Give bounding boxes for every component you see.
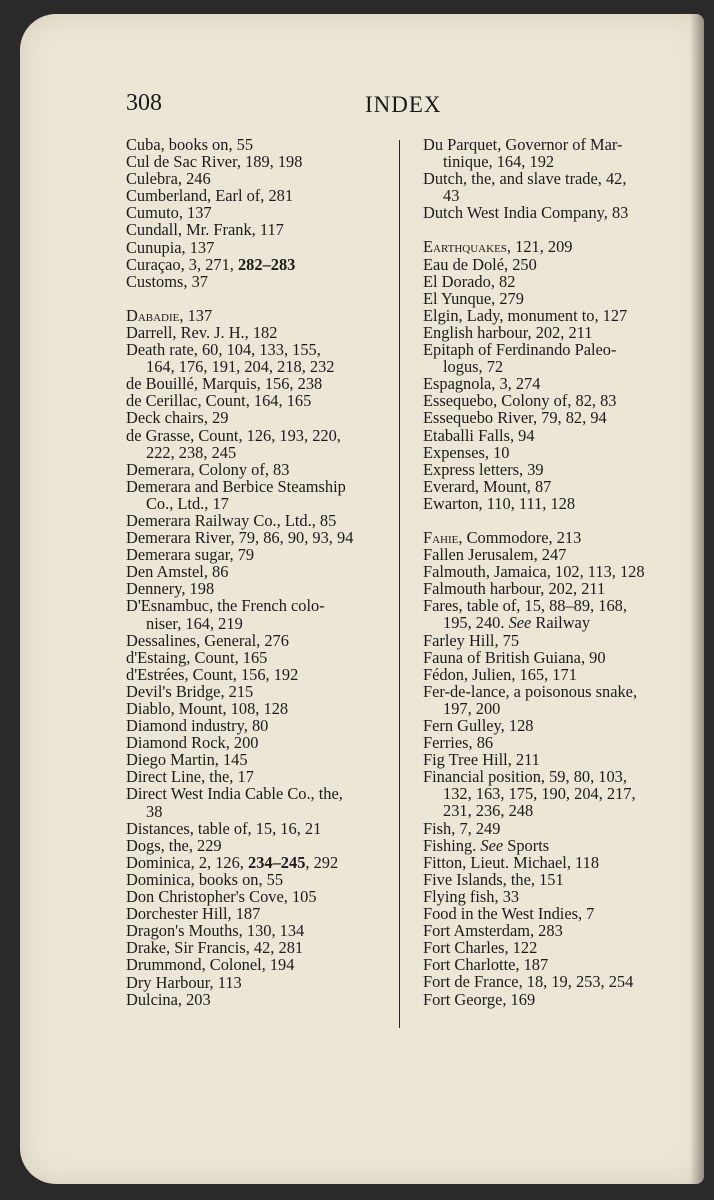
entry-line: Cuba, books on, 55 [126,135,254,154]
entry-line: Falmouth harbour, 202, 211 [423,579,606,599]
index-entry [126,427,396,461]
entry-line: Financial position, 59, 80, 103, [423,767,627,787]
entry-line: Elgin, Lady, monument to, 127 [423,305,628,325]
index-entry [126,649,396,666]
entry-line: Fishing. See Sports [423,835,550,855]
index-entry [423,871,698,888]
page-title: INDEX [365,92,442,117]
index-entry [126,785,396,819]
entry-line: Customs, 37 [126,271,208,291]
index-entry [423,837,698,854]
index-entry [126,375,396,392]
entry-line: Earthquakes, 121, 209 [423,237,573,257]
index-entry [126,597,396,631]
index-entry [423,751,698,768]
entry-line: de Grasse, Count, 126, 193, 220, [126,425,341,445]
entry-line: Dulcina, 203 [126,989,211,1009]
index-entry [423,478,698,495]
see-reference: See [508,613,532,633]
entry-line: Diablo, Mount, 108, 128 [126,699,289,718]
index-entry [423,991,698,1008]
index-entry [126,632,396,649]
entry-line: Du Parquet, Governor of Mar- [423,135,623,154]
section-gap [423,512,698,529]
index-entry [423,307,698,324]
entry-line: Essequebo, Colony of, 82, 83 [423,391,617,411]
index-entry [423,820,698,837]
page-number: 308 [126,90,162,116]
entry-line: Cumuto, 137 [126,203,212,223]
index-entry [126,991,396,1008]
index-entry [126,888,396,905]
entry-line: Distances, table of, 15, 16, 21 [126,818,322,838]
index-entry [126,666,396,683]
index-entry [423,136,698,170]
entry-line: Fern Gulley, 128 [423,716,534,735]
entry-line: de Cerillac, Count, 164, 165 [126,391,312,411]
index-entry [126,392,396,409]
principal-pages: 234–245 [248,852,306,872]
index-entry [423,170,698,204]
entry-line-continued: 43 [443,186,460,206]
entry-line: Ewarton, 110, 111, 128 [423,493,576,513]
entry-line: Curaçao, 3, 271, 282–283 [126,254,296,274]
index-entry [423,461,698,478]
index-entry [423,546,698,563]
entry-line: Fer-de-lance, a poisonous snake, [423,681,638,701]
entry-line: Fort Charlotte, 187 [423,955,549,975]
entry-line: Darrell, Rev. J. H., 182 [126,322,278,342]
index-entry [423,273,698,290]
entry-line: Fig Tree Hill, 211 [423,750,540,770]
index-entry [126,854,396,871]
entry-line: Direct Line, the, 17 [126,767,254,787]
entry-line: Expenses, 10 [423,442,510,462]
entry-line: Diamond industry, 80 [126,716,269,736]
index-entry [126,461,396,478]
index-entry [423,324,698,341]
index-entry [423,563,698,580]
index-entry [126,529,396,546]
entry-line: Dutch West India Company, 83 [423,203,629,223]
index-entry [423,905,698,922]
entry-line: Dogs, the, 229 [126,835,222,855]
entry-line: Devil's Bridge, 215 [126,681,254,701]
index-column-right [423,136,698,1008]
index-entry [423,597,698,631]
index-entry [423,529,698,546]
index-entry [126,153,396,170]
index-entry [423,888,698,905]
entry-line: Express letters, 39 [423,459,544,479]
index-entry [423,717,698,734]
entry-line: Essequebo River, 79, 82, 94 [423,408,607,428]
entry-line: Demerara and Berbice Steamship [126,476,346,496]
index-entry [126,751,396,768]
index-entry [126,273,396,290]
index-entry [423,922,698,939]
entry-line: Cul de Sac River, 189, 198 [126,152,303,172]
index-entry [126,341,396,375]
entry-line: El Dorado, 82 [423,271,516,291]
entry-line: Fédon, Julien, 165, 171 [423,664,577,684]
entry-line: Dominica, 2, 126, 234–245, 292 [126,852,339,872]
entry-line-continued: 222, 238, 245 [146,442,237,462]
entry-line: Etaballi Falls, 94 [423,425,535,445]
entry-line: Fahie, Commodore, 213 [423,527,582,547]
entry-line: Drake, Sir Francis, 42, 281 [126,938,304,958]
index-entry [423,341,698,375]
index-entry [423,392,698,409]
index-entry [423,495,698,512]
index-entry [423,427,698,444]
index-entry [126,170,396,187]
index-entry [423,580,698,597]
entry-line: Epitaph of Ferdinando Paleo- [423,340,617,360]
index-entry [423,666,698,683]
entry-line: d'Estaing, Count, 165 [126,647,268,667]
entry-line: Dry Harbour, 113 [126,972,242,992]
entry-line-continued: Co., Ltd., 17 [146,493,229,513]
entry-line: Fort Charles, 122 [423,938,538,958]
entry-line: Den Amstel, 86 [126,562,229,582]
section-gap [126,290,396,307]
entry-line: Deck chairs, 29 [126,408,229,428]
index-entry [126,820,396,837]
index-entry [126,409,396,426]
entry-line: Cumberland, Earl of, 281 [126,186,294,206]
entry-line-continued: tinique, 164, 192 [443,152,555,172]
entry-line: Dutch, the, and slave trade, 42, [423,169,627,189]
index-entry [423,939,698,956]
entry-line: Direct West India Cable Co., the, [126,784,343,804]
entry-line: Fares, table of, 15, 88–89, 168, [423,596,627,616]
section-head-word: Dabadie [126,305,180,325]
index-entry [126,580,396,597]
entry-line: Diamond Rock, 200 [126,733,259,753]
entry-line: Fort Amsterdam, 283 [423,921,563,941]
entry-line: Espagnola, 3, 274 [423,374,541,394]
index-entry [126,256,396,273]
book-page [20,14,704,1184]
entry-line: Cunupia, 137 [126,237,215,257]
index-entry [126,563,396,580]
entry-line: Dominica, books on, 55 [126,869,284,889]
index-entry [423,444,698,461]
section-gap [423,221,698,238]
index-entry [423,204,698,221]
principal-pages: 282–283 [237,254,296,274]
entry-line: Food in the West Indies, 7 [423,904,595,924]
index-entry [126,136,396,153]
index-entry [126,974,396,991]
index-entry [126,512,396,529]
index-entry [423,973,698,990]
entry-line: Fort de France, 18, 19, 253, 254 [423,972,634,992]
index-entry [126,221,396,238]
entry-line-continued: niser, 164, 219 [146,613,243,633]
entry-line: Farley Hill, 75 [423,630,520,650]
entry-line: Fish, 7, 249 [423,818,501,838]
index-entry [126,239,396,256]
index-entry [423,632,698,649]
index-entry [126,717,396,734]
index-entry [126,324,396,341]
index-entry [126,768,396,785]
entry-line: Ferries, 86 [423,733,494,753]
index-entry [126,956,396,973]
entry-line: Falmouth, Jamaica, 102, 113, 128 [423,562,645,582]
entry-line: Dorchester Hill, 187 [126,904,261,924]
entry-line: Fauna of British Guiana, 90 [423,647,606,667]
index-entry [126,187,396,204]
entry-line: de Bouillé, Marquis, 156, 238 [126,374,323,394]
index-entry [126,939,396,956]
entry-line: Flying fish, 33 [423,886,520,906]
index-entry [423,256,698,273]
entry-line: Culebra, 246 [126,169,211,189]
entry-line: English harbour, 202, 211 [423,322,593,342]
entry-line: Fallen Jerusalem, 247 [423,545,567,565]
entry-line: Demerara, Colony of, 83 [126,459,290,479]
index-entry [423,734,698,751]
index-entry [423,649,698,666]
entry-line: Dessalines, General, 276 [126,630,289,650]
section-head-word: Earthquakes [423,237,507,257]
entry-line-continued: 195, 240. See Railway [443,613,591,633]
entry-line-continued: 38 [146,801,163,821]
entry-line: d'Estrées, Count, 156, 192 [126,664,299,684]
entry-line: Eau de Dolé, 250 [423,254,537,274]
index-entry [423,768,698,819]
entry-line-continued: 231, 236, 248 [443,801,534,821]
index-entry [423,409,698,426]
entry-line: Everard, Mount, 87 [423,476,552,496]
index-entry [126,734,396,751]
index-entry [126,546,396,563]
entry-line-continued: 132, 163, 175, 190, 204, 217, [443,784,636,804]
index-entry [423,956,698,973]
entry-line-continued: 164, 176, 191, 204, 218, 232 [146,357,335,377]
index-entry [126,905,396,922]
entry-line: Fitton, Lieut. Michael, 118 [423,852,600,872]
section-head-word: Fahie [423,527,459,547]
entry-line: Five Islands, the, 151 [423,869,564,889]
entry-line: Demerara Railway Co., Ltd., 85 [126,510,337,530]
index-entry [126,683,396,700]
entry-line-continued: 197, 200 [443,698,501,718]
index-entry [126,871,396,888]
entry-line: Death rate, 60, 104, 133, 155, [126,340,321,360]
entry-line: Demerara sugar, 79 [126,545,255,565]
index-entry [126,922,396,939]
entry-line: Diego Martin, 145 [126,750,248,770]
index-entry [423,238,698,255]
index-entry [423,683,698,717]
entry-line: D'Esnambuc, the French colo- [126,596,325,616]
index-column-left [126,136,396,1008]
index-entry [423,290,698,307]
index-entry [126,700,396,717]
index-entry [126,837,396,854]
entry-line: Demerara River, 79, 86, 90, 93, 94 [126,528,354,548]
entry-line: Fort George, 169 [423,989,536,1009]
entry-line-continued: logus, 72 [443,357,504,377]
entry-line: El Yunque, 279 [423,288,524,308]
entry-line: Drummond, Colonel, 194 [126,955,295,975]
page-header [20,90,704,130]
index-entry [126,307,396,324]
entry-line: Dabadie, 137 [126,305,213,325]
index-entry [126,478,396,512]
see-reference: See [480,835,504,855]
entry-line: Don Christopher's Cove, 105 [126,887,317,907]
index-entry [423,375,698,392]
entry-line: Dennery, 198 [126,579,215,599]
entry-line: Cundall, Mr. Frank, 117 [126,220,284,240]
entry-line: Dragon's Mouths, 130, 134 [126,921,305,941]
column-divider [399,140,400,1028]
index-entry [126,204,396,221]
index-entry [423,854,698,871]
